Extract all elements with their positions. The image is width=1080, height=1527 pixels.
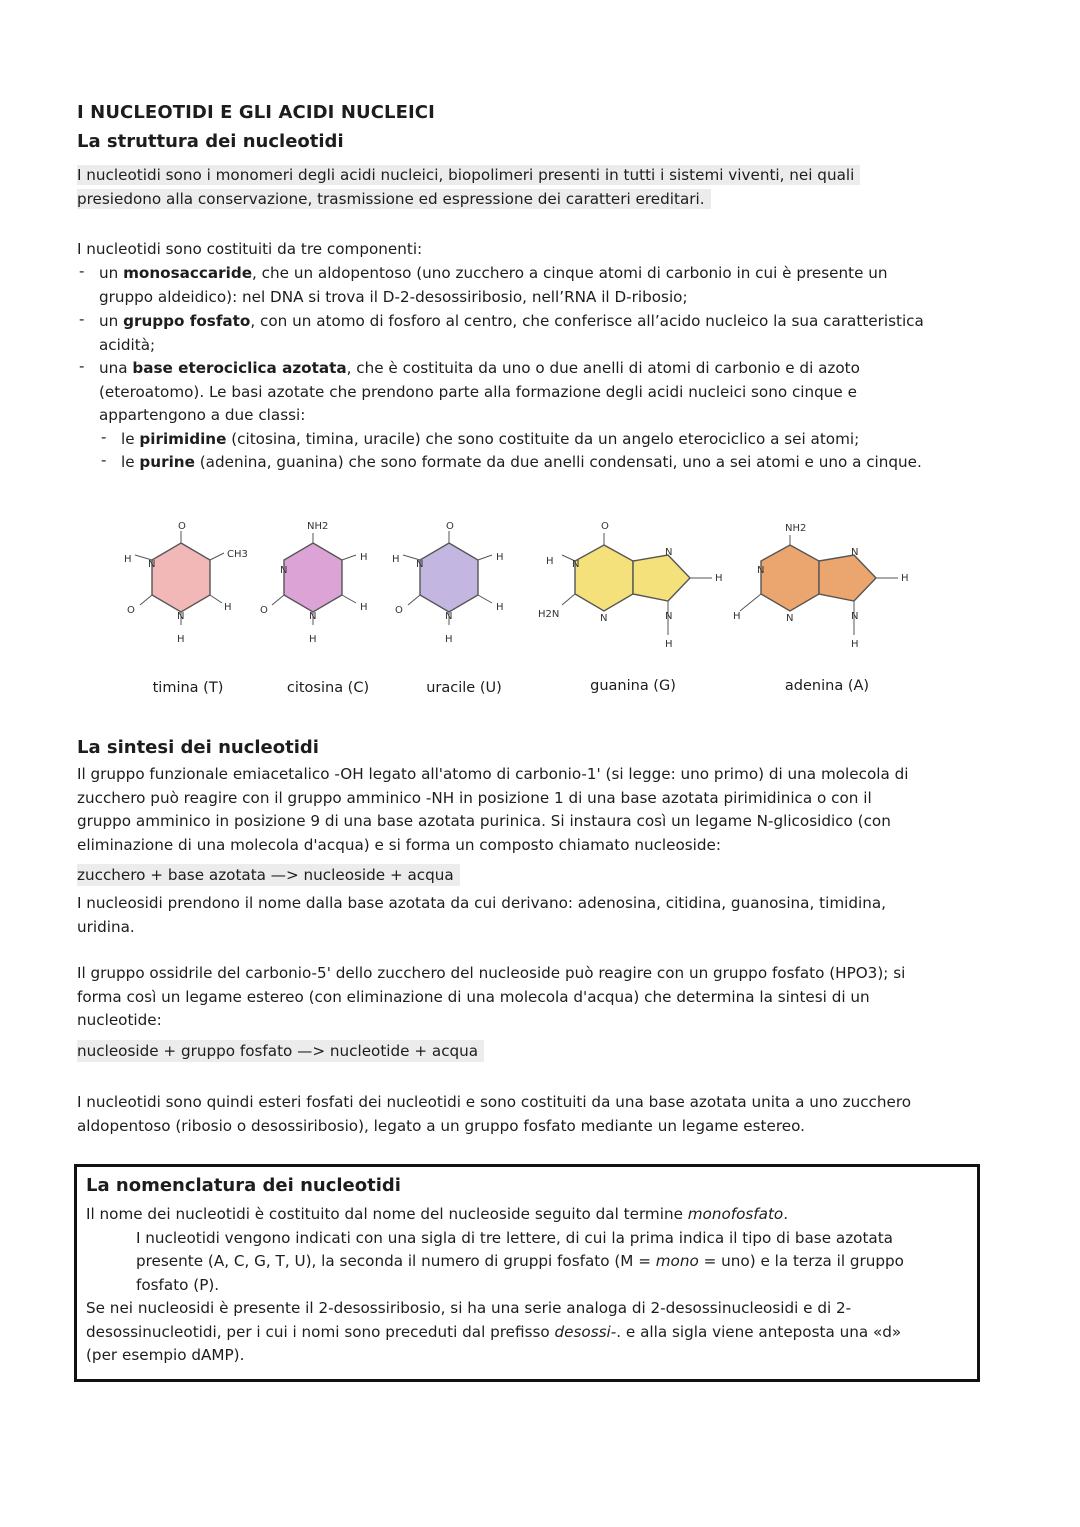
atom-label: O: [260, 605, 268, 616]
intro-line-1: I nucleotidi sono i monomeri degli acidi nucleici, biopolimeri presenti in tutti i sistemi viventi, nei quali: [77, 165, 860, 185]
bullet-dash: -: [101, 428, 107, 446]
synthesis-paragraph-2: I nucleosidi prendono il nome dalla base azotata da cui derivano: adenosina, citidina, guanosina, timidina, uridina.: [77, 894, 886, 936]
atom-label: N: [665, 611, 673, 622]
atom-label: NH2: [307, 521, 329, 532]
nitrogenous-bases-figure: [100, 515, 920, 660]
list-item-monosaccharide: un monosaccaride, che un aldopentoso (uno zucchero a cinque atomi di carbonio in cui è presente un gruppo aldeidico): nel DNA si trova il D-2-desossiribosio, nell’RNA il D-ribosio;: [99, 264, 888, 306]
thymine-structure: [124, 521, 248, 645]
section-heading-synthesis: La sintesi dei nucleotidi: [77, 737, 319, 758]
adenine-structure: [733, 523, 909, 650]
atom-label: H: [665, 639, 673, 650]
components-lead: I nucleotidi sono costituiti da tre componenti:: [77, 240, 423, 258]
guanine-structure: [538, 521, 723, 650]
bullet-dash: -: [79, 310, 85, 328]
atom-label: N: [786, 613, 794, 624]
atom-label: H: [851, 639, 859, 650]
atom-label: N: [309, 611, 317, 622]
caption-uracil: uracile (U): [426, 680, 502, 696]
atom-label: O: [446, 521, 454, 532]
atom-label: H: [177, 634, 185, 645]
atom-label: N: [665, 547, 673, 558]
sub-item-purines: le purine (adenina, guanina) che sono formate da due anelli condensati, uno a sei atomi e uno a cinque.: [121, 453, 922, 471]
intro-paragraph: [77, 164, 860, 211]
atom-label: O: [395, 605, 403, 616]
atom-label: H: [360, 552, 368, 563]
atom-label: N: [757, 565, 765, 576]
equation-nucleotide: nucleoside + gruppo fosfato —> nucleotide + acqua: [77, 1040, 484, 1064]
atom-label: N: [177, 611, 185, 622]
atom-label: H: [309, 634, 317, 645]
term-pyrimidines: pirimidine: [139, 430, 227, 448]
bullet-dash: -: [79, 357, 85, 375]
uracil-structure: [392, 521, 504, 645]
atom-label: O: [127, 605, 135, 616]
synthesis-paragraph-1: Il gruppo funzionale emiacetalico -OH legato all'atomo di carbonio-1' (si legge: uno primo) di una molecola di zucchero può reagire con il gruppo amminico -NH in posizione 1 di una base azotata pirimidinica o con il gruppo amminico in posizione 9 di una base azotata purinica. Si instaura così un legame N-glicosidico (con eliminazione di una molecola d'acqua) e si forma un composto chiamato nucleoside:: [77, 765, 909, 854]
atom-label: H: [715, 573, 723, 584]
box-text: Il nome dei nucleotidi è costituito dal nome del nucleoside seguito dal termine monofosfato. I nucleotidi vengono indicati con una sigla di tre lettere, di cui la prima indica il tipo di base azotata presente (A, C, G, T, U), la seconda il numero di gruppi fosfato (M = mono = uno) e la terza il gruppo fosfato (P). Se nei nucleosidi è presente il 2-desossiribosio, si ha una serie analoga di 2-desossinucleosidi e di 2- desossinucleotidi, per i cui i nomi sono preceduti dal prefisso desossi-. e alla sigla viene anteposta una «d» (per esempio dAMP).: [86, 1205, 904, 1364]
atom-label: H: [445, 634, 453, 645]
synthesis-paragraph-3: Il gruppo ossidrile del carbonio-5' dello zucchero del nucleoside può reagire con un gruppo fosfato (HPO3); si forma così un legame estereo (con eliminazione di una molecola d'acqua) che determina la sintesi di un nucleotide:: [77, 964, 906, 1029]
atom-label: N: [572, 559, 580, 570]
sub-item-pyrimidines: le pirimidine (citosina, timina, uracile) che sono costituite da un angelo eterociclico a sei atomi;: [121, 430, 860, 448]
atom-label: O: [601, 521, 609, 532]
atom-label: O: [178, 521, 186, 532]
atom-label: H: [546, 556, 554, 567]
atom-label: N: [851, 547, 859, 558]
caption-cytosine: citosina (C): [286, 680, 370, 696]
list-item-base: una base eterociclica azotata, che è costituita da uno o due anelli di atomi di carbonio e di azoto (eteroatomo). Le basi azotate che prendono parte alla formazione degli acidi nucleici sono cinque e appartengono a due classi:: [99, 359, 860, 424]
atom-label: H: [733, 611, 741, 622]
nomenclature-box: [74, 1164, 980, 1382]
cytosine-structure: [260, 521, 368, 645]
term-phosphate: gruppo fosfato: [123, 312, 251, 330]
atom-label: H2N: [538, 609, 560, 620]
atom-label: N: [600, 613, 608, 624]
equation-nucleoside: zucchero + base azotata —> nucleoside + acqua: [77, 864, 460, 888]
atom-label: NH2: [785, 523, 807, 534]
section-heading-structure: La struttura dei nucleotidi: [77, 131, 344, 152]
list-item-phosphate: un gruppo fosfato, con un atomo di fosforo al centro, che conferisce all’acido nucleico la sua caratteristica acidità;: [99, 312, 924, 354]
atom-label: H: [496, 552, 504, 563]
box-heading: La nomenclatura dei nucleotidi: [86, 1175, 401, 1196]
bullet-dash: -: [79, 262, 85, 280]
intro-line-2: presiedono alla conservazione, trasmissione ed espressione dei caratteri ereditari.: [77, 189, 711, 209]
term-monosaccharide: monosaccaride: [123, 264, 253, 282]
bullet-dash: -: [101, 451, 107, 469]
atom-label: N: [445, 611, 453, 622]
term-purines: purine: [139, 453, 195, 471]
atom-label: N: [416, 559, 424, 570]
atom-label: H: [901, 573, 909, 584]
caption-thymine: timina (T): [152, 680, 224, 696]
atom-label: H: [496, 602, 504, 613]
term-base: base eterociclica azotata: [132, 359, 347, 377]
atom-label: N: [851, 611, 859, 622]
synthesis-paragraph-4: I nucleotidi sono quindi esteri fosfati dei nucleotidi e sono costituiti da una base azotata unita a uno zucchero aldopentoso (ribosio o desossiribosio), legato a un gruppo fosfato mediante un legame estereo.: [77, 1093, 912, 1135]
atom-label: H: [392, 554, 400, 565]
caption-guanine: guanina (G): [590, 678, 676, 694]
atom-label: CH3: [227, 549, 248, 560]
atom-label: H: [360, 602, 368, 613]
atom-label: H: [224, 602, 232, 613]
caption-adenine: adenina (A): [784, 678, 870, 694]
atom-label: H: [124, 554, 132, 565]
atom-label: N: [148, 559, 156, 570]
atom-label: N: [280, 565, 288, 576]
document-title: I NUCLEOTIDI E GLI ACIDI NUCLEICI: [77, 102, 435, 123]
